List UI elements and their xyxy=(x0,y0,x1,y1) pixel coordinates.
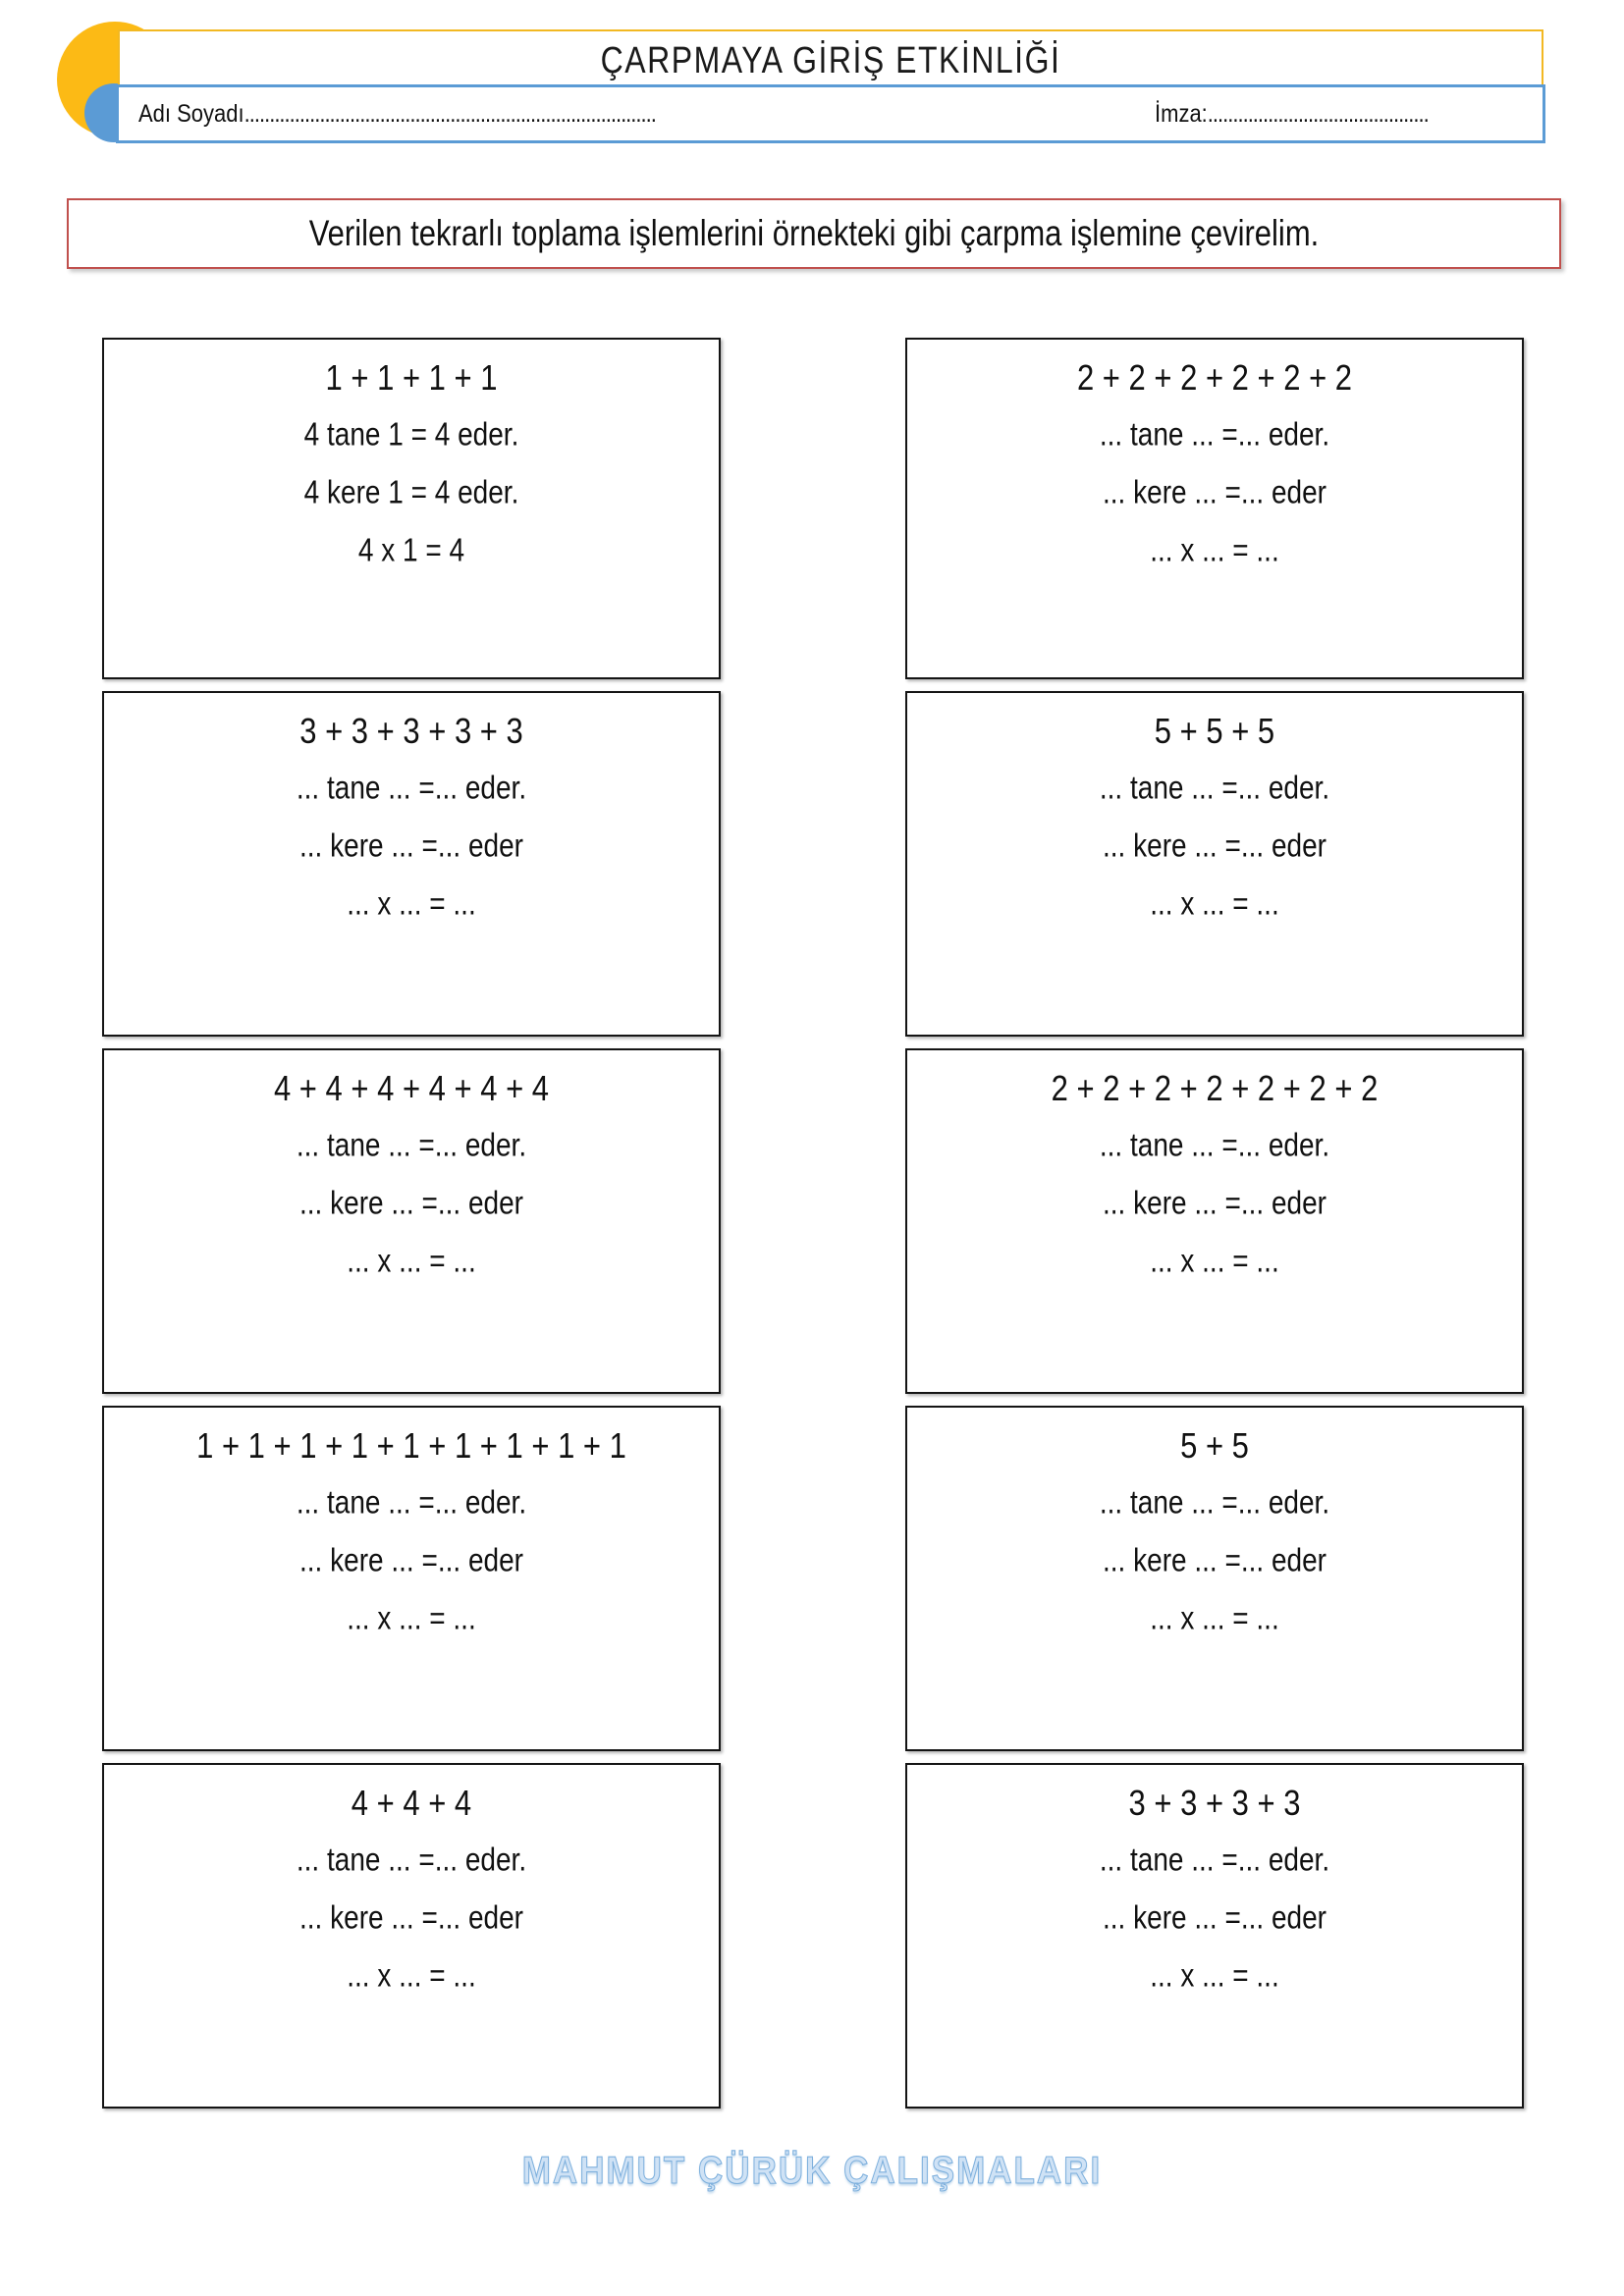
page-title: ÇARPMAYA GİRİŞ ETKİNLİĞİ xyxy=(600,38,1061,80)
instruction-banner xyxy=(67,198,1561,269)
exercise-line-tane: ... tane ... =... eder. xyxy=(1099,1127,1330,1163)
exercise-sum: 1 + 1 + 1 + 1 xyxy=(325,356,498,399)
exercise-line-carpma: ... x ... = ... xyxy=(347,1956,476,1994)
exercise-line-kere: ... kere ... =... eder xyxy=(1103,1541,1326,1578)
exercise-line-tane: ... tane ... =... eder. xyxy=(296,770,527,806)
grid-column-gap xyxy=(721,691,905,1037)
exercise-line-tane: ... tane ... =... eder. xyxy=(1099,1484,1330,1521)
exercise-line-carpma: 4 x 1 = 4 xyxy=(357,531,465,568)
exercise-box-8[interactable] xyxy=(905,1406,1524,1751)
exercise-line-kere: ... kere ... =... eder xyxy=(299,1541,523,1578)
exercise-line-kere: ... kere ... =... eder xyxy=(1103,1184,1326,1221)
grid-column-gap xyxy=(721,1048,905,1394)
signature-dots: ............................................ xyxy=(1207,99,1429,128)
signature-field[interactable] xyxy=(1155,99,1429,128)
grid-column-gap xyxy=(721,1763,905,2109)
student-name-dots: .................................................................................. xyxy=(244,99,656,128)
exercise-box-1[interactable] xyxy=(102,338,721,679)
exercise-sum: 2 + 2 + 2 + 2 + 2 + 2 + 2 xyxy=(1051,1067,1379,1109)
exercise-sum: 4 + 4 + 4 + 4 + 4 + 4 xyxy=(273,1067,550,1109)
exercise-sum: 5 + 5 xyxy=(1180,1424,1249,1467)
signature-label: İmza: xyxy=(1155,99,1208,128)
exercise-sum: 2 + 2 + 2 + 2 + 2 + 2 xyxy=(1076,356,1353,399)
title-box xyxy=(118,29,1543,90)
exercise-line-tane: 4 tane 1 = 4 eder. xyxy=(303,416,519,453)
exercise-line-kere: ... kere ... =... eder xyxy=(1103,473,1326,510)
footer-watermark: MAHMUT ÇÜRÜK ÇALIŞMALARI xyxy=(521,2150,1103,2192)
exercise-line-kere: ... kere ... =... eder xyxy=(299,827,523,864)
exercise-box-7[interactable] xyxy=(102,1406,721,1751)
exercise-line-tane: ... tane ... =... eder. xyxy=(1099,416,1330,453)
exercise-line-kere: ... kere ... =... eder xyxy=(1103,827,1326,864)
exercise-line-carpma: ... x ... = ... xyxy=(1150,884,1279,922)
exercise-line-carpma: ... x ... = ... xyxy=(347,1242,476,1279)
exercise-line-kere: ... kere ... =... eder xyxy=(1103,1898,1326,1936)
exercise-box-9[interactable] xyxy=(102,1763,721,2109)
grid-column-gap xyxy=(721,338,905,679)
instruction-text: Verilen tekrarlı toplama işlemlerini örnekteki gibi çarpma işlemine çevirelim. xyxy=(308,212,1320,254)
exercise-line-tane: ... tane ... =... eder. xyxy=(1099,770,1330,806)
exercise-box-4[interactable] xyxy=(905,691,1524,1037)
exercise-line-carpma: ... x ... = ... xyxy=(1150,531,1279,568)
exercise-box-5[interactable] xyxy=(102,1048,721,1394)
student-info-box xyxy=(116,84,1545,143)
exercise-box-3[interactable] xyxy=(102,691,721,1037)
exercise-sum: 5 + 5 + 5 xyxy=(1154,710,1275,752)
exercise-box-6[interactable] xyxy=(905,1048,1524,1394)
exercise-line-carpma: ... x ... = ... xyxy=(1150,1599,1279,1636)
exercise-box-2[interactable] xyxy=(905,338,1524,679)
exercise-box-10[interactable] xyxy=(905,1763,1524,2109)
exercise-line-carpma: ... x ... = ... xyxy=(1150,1956,1279,1994)
worksheet-footer xyxy=(0,2152,1624,2191)
grid-column-gap xyxy=(721,1406,905,1751)
exercise-line-kere: ... kere ... =... eder xyxy=(299,1898,523,1936)
exercise-line-carpma: ... x ... = ... xyxy=(1150,1242,1279,1279)
student-name-field[interactable] xyxy=(138,99,656,128)
exercise-sum: 3 + 3 + 3 + 3 + 3 xyxy=(299,710,523,752)
exercise-line-carpma: ... x ... = ... xyxy=(347,884,476,922)
worksheet-header xyxy=(0,0,1624,187)
exercise-line-tane: ... tane ... =... eder. xyxy=(296,1127,527,1163)
exercise-line-tane: ... tane ... =... eder. xyxy=(1099,1842,1330,1878)
exercise-grid xyxy=(102,338,1524,2109)
exercise-sum: 3 + 3 + 3 + 3 xyxy=(1128,1782,1301,1824)
exercise-line-kere: 4 kere 1 = 4 eder. xyxy=(303,473,519,510)
exercise-line-tane: ... tane ... =... eder. xyxy=(296,1842,527,1878)
student-name-label: Adı Soyadı xyxy=(138,99,244,128)
exercise-line-carpma: ... x ... = ... xyxy=(347,1599,476,1636)
exercise-line-tane: ... tane ... =... eder. xyxy=(296,1484,527,1521)
exercise-sum: 1 + 1 + 1 + 1 + 1 + 1 + 1 + 1 + 1 xyxy=(196,1424,626,1467)
exercise-line-kere: ... kere ... =... eder xyxy=(299,1184,523,1221)
exercise-sum: 4 + 4 + 4 xyxy=(351,1782,472,1824)
